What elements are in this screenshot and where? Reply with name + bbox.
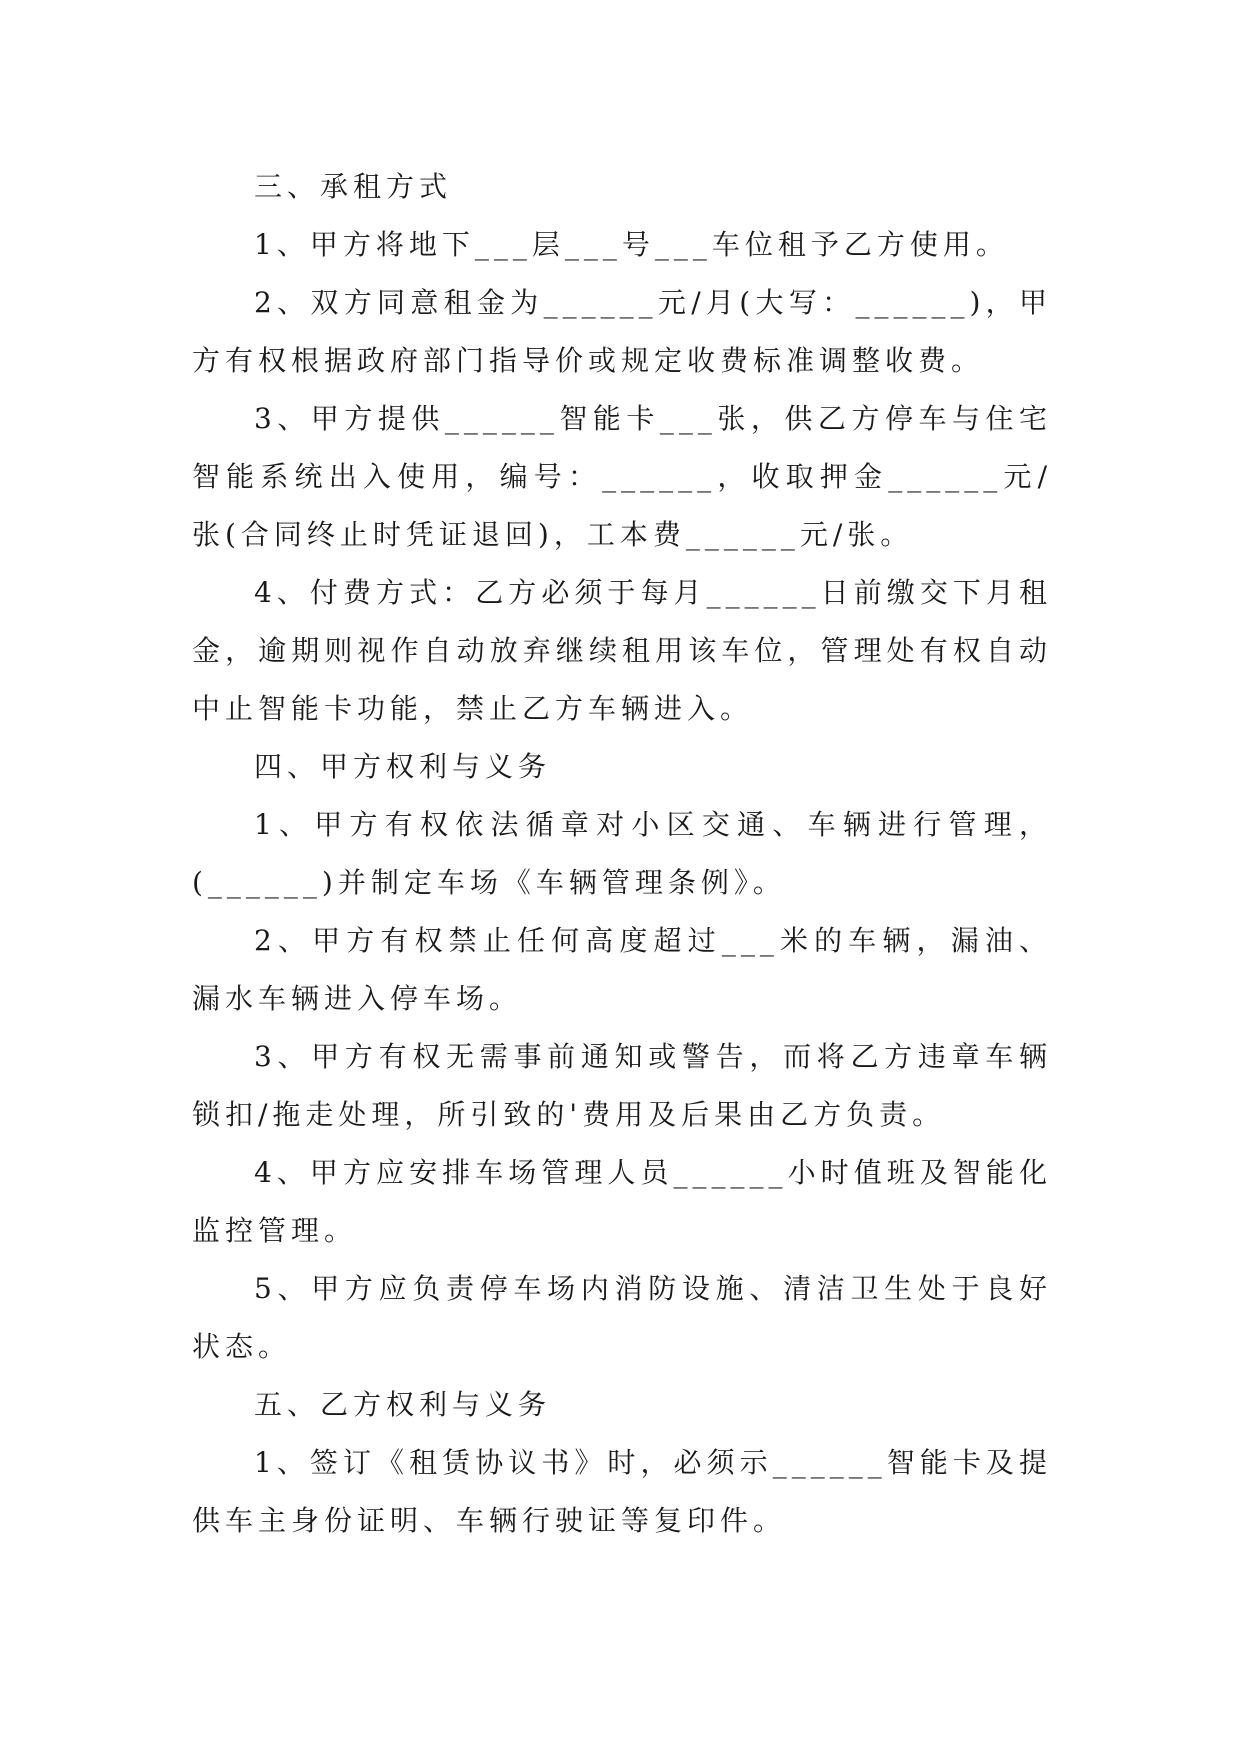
- clause-4-3: 3、甲方有权无需事前通知或警告，而将乙方违章车辆锁扣/拖走处理，所引致的'费用及后果由乙方负责。: [192, 1040, 1052, 1131]
- clause-3-3: 3、甲方提供______智能卡___张，供乙方停车与住宅智能系统出入使用，编号：______，收取押金______元/张(合同终止时凭证退回)，工本费______元/张。: [192, 402, 1052, 551]
- section-heading-party-a-rights: 四、甲方权利与义务: [254, 750, 552, 783]
- document-body: [192, 158, 1052, 1550]
- clause-5-1: 1、签订《租赁协议书》时，必须示______智能卡及提供车主身份证明、车辆行驶证等复印件。: [192, 1446, 1052, 1537]
- section-heading-party-b-rights: 五、乙方权利与义务: [254, 1388, 552, 1421]
- clause-3-2: 2、双方同意租金为______元/月(大写：______)，甲方有权根据政府部门指导价或规定收费标准调整收费。: [192, 286, 1052, 377]
- clause-4-2: 2、甲方有权禁止任何高度超过___米的车辆，漏油、漏水车辆进入停车场。: [192, 924, 1052, 1015]
- clause-4-1: 1、甲方有权依法循章对小区交通、车辆进行管理，(______)并制定车场《车辆管理条例》。: [192, 808, 1052, 899]
- clause-4-4: 4、甲方应安排车场管理人员______小时值班及智能化监控管理。: [192, 1156, 1052, 1247]
- clause-3-1: 1、甲方将地下___层___号___车位租予乙方使用。: [254, 228, 1009, 261]
- clause-4-5: 5、甲方应负责停车场内消防设施、清洁卫生处于良好状态。: [192, 1272, 1052, 1363]
- clause-3-4: 4、付费方式：乙方必须于每月______日前缴交下月租金，逾期则视作自动放弃继续租用该车位，管理处有权自动中止智能卡功能，禁止乙方车辆进入。: [192, 576, 1052, 725]
- section-heading-lease-method: 三、承租方式: [254, 170, 453, 203]
